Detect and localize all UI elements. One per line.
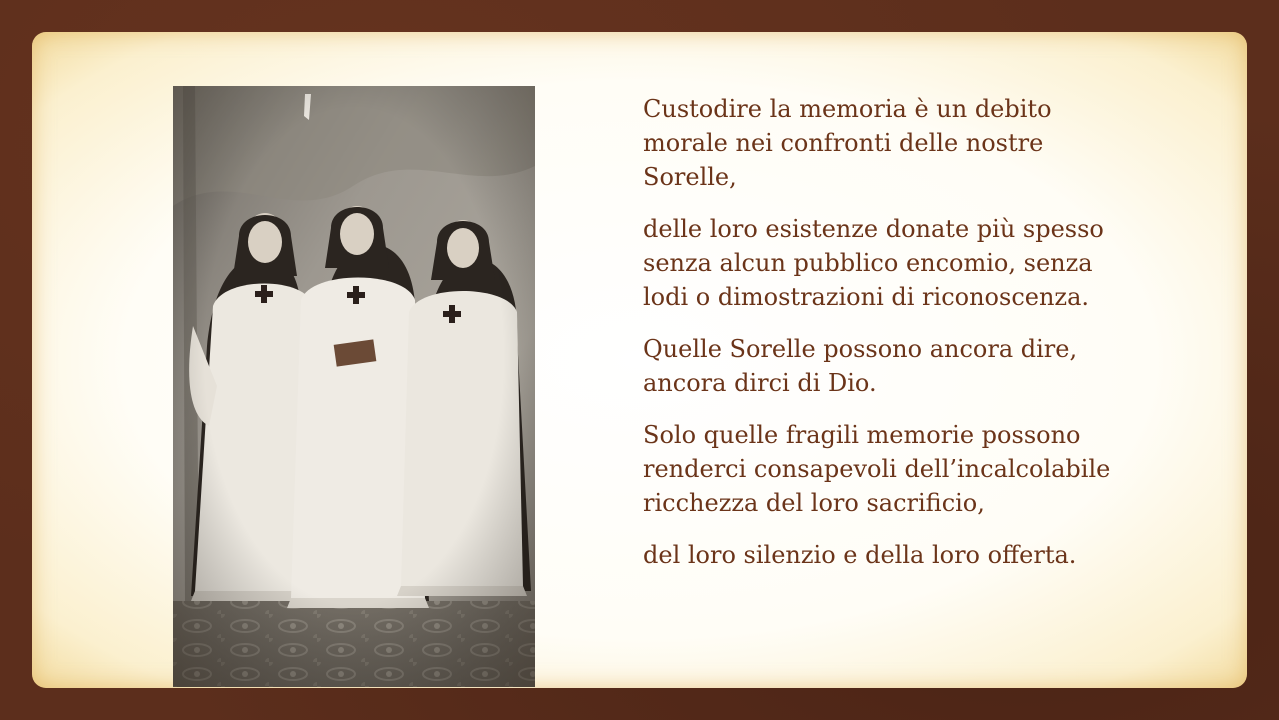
paragraph-2: delle loro esistenze donate più spesso senza alcun pubblico encomio, senza lodi o dimostrazioni di riconoscenza.: [643, 215, 1104, 311]
paragraph-1: Custodire la memoria è un debito morale nei confronti delle nostre Sorelle,: [643, 95, 1052, 191]
paragraph-4: Solo quelle fragili memorie possono renderci consapevoli dell’incalcolabile ricchezza del loro sacrificio,: [643, 421, 1111, 517]
photo-icon: [173, 86, 535, 687]
paragraph-5: del loro silenzio e della loro offerta.: [643, 541, 1077, 569]
historical-photo: [173, 86, 535, 687]
paragraph-3: Quelle Sorelle possono ancora dire, ancora dirci di Dio.: [643, 335, 1078, 397]
text-block: [643, 92, 1243, 590]
slide-card: [32, 32, 1247, 688]
